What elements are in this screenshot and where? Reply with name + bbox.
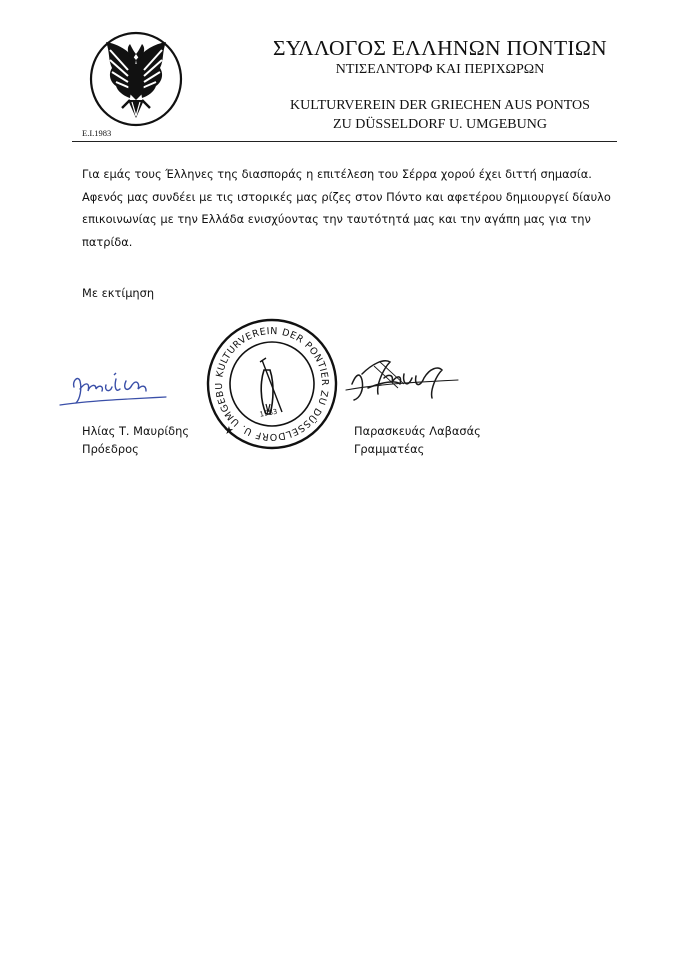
signature-president — [56, 355, 186, 415]
body-line: Για εμάς τους Έλληνες της διασποράς η επιτέλεση του Σέρρα χορού έχει διττή σημασία. — [82, 167, 592, 181]
signature-secretary — [338, 344, 468, 412]
signatory-title: Πρόεδρος — [82, 442, 139, 456]
svg-text:★: ★ — [224, 424, 234, 437]
stamp-ring-text: KULTURVEREIN DER PONTIER ZU DÜSSELDORF U. UMGEBU — [213, 325, 331, 443]
letter-body — [82, 163, 622, 254]
closing-salutation: Με εκτίμηση — [82, 286, 155, 300]
signatory-name: Ηλίας Τ. Μαυρίδης — [82, 424, 190, 438]
stamp-year: 1983 — [259, 407, 278, 419]
body-line: πατρίδα. — [82, 235, 133, 250]
org-location-greek: ΝΤΙΣΕΛΝΤΟΡΦ ΚΑΙ ΠΕΡΙΧΩΡΩΝ — [335, 62, 545, 77]
signatory-name: Παρασκευάς Λαβασάς — [354, 424, 481, 438]
association-stamp — [204, 316, 340, 452]
body-line: επικοινωνίας με την Ελλάδα ενισχύοντας την ταυτότητά μας και την αγάπη μας για την — [82, 212, 591, 227]
header-divider — [72, 141, 617, 142]
eagle-logo-icon — [88, 30, 184, 128]
established-date: E.I.1983 — [82, 128, 112, 138]
body-line: Αφενός μας συνδέει με τις ιστορικές μας ρίζες στον Πόντο και αφετέρου δημιουργεί δίαυλο — [82, 189, 611, 204]
sword-icon — [260, 358, 282, 414]
signatory-title: Γραμματέας — [354, 442, 425, 456]
signatory-president — [82, 422, 189, 458]
org-title-german: KULTURVEREIN DER GRIECHEN AUS PONTOS — [290, 98, 590, 113]
signatory-secretary — [354, 422, 481, 458]
org-location-german: ZU DÜSSELDORF U. UMGEBUNG — [333, 117, 547, 132]
org-title-greek: ΣΥΛΛΟΓΟΣ ΕΛΛΗΝΩΝ ΠΟΝΤΙΩΝ — [272, 36, 607, 60]
